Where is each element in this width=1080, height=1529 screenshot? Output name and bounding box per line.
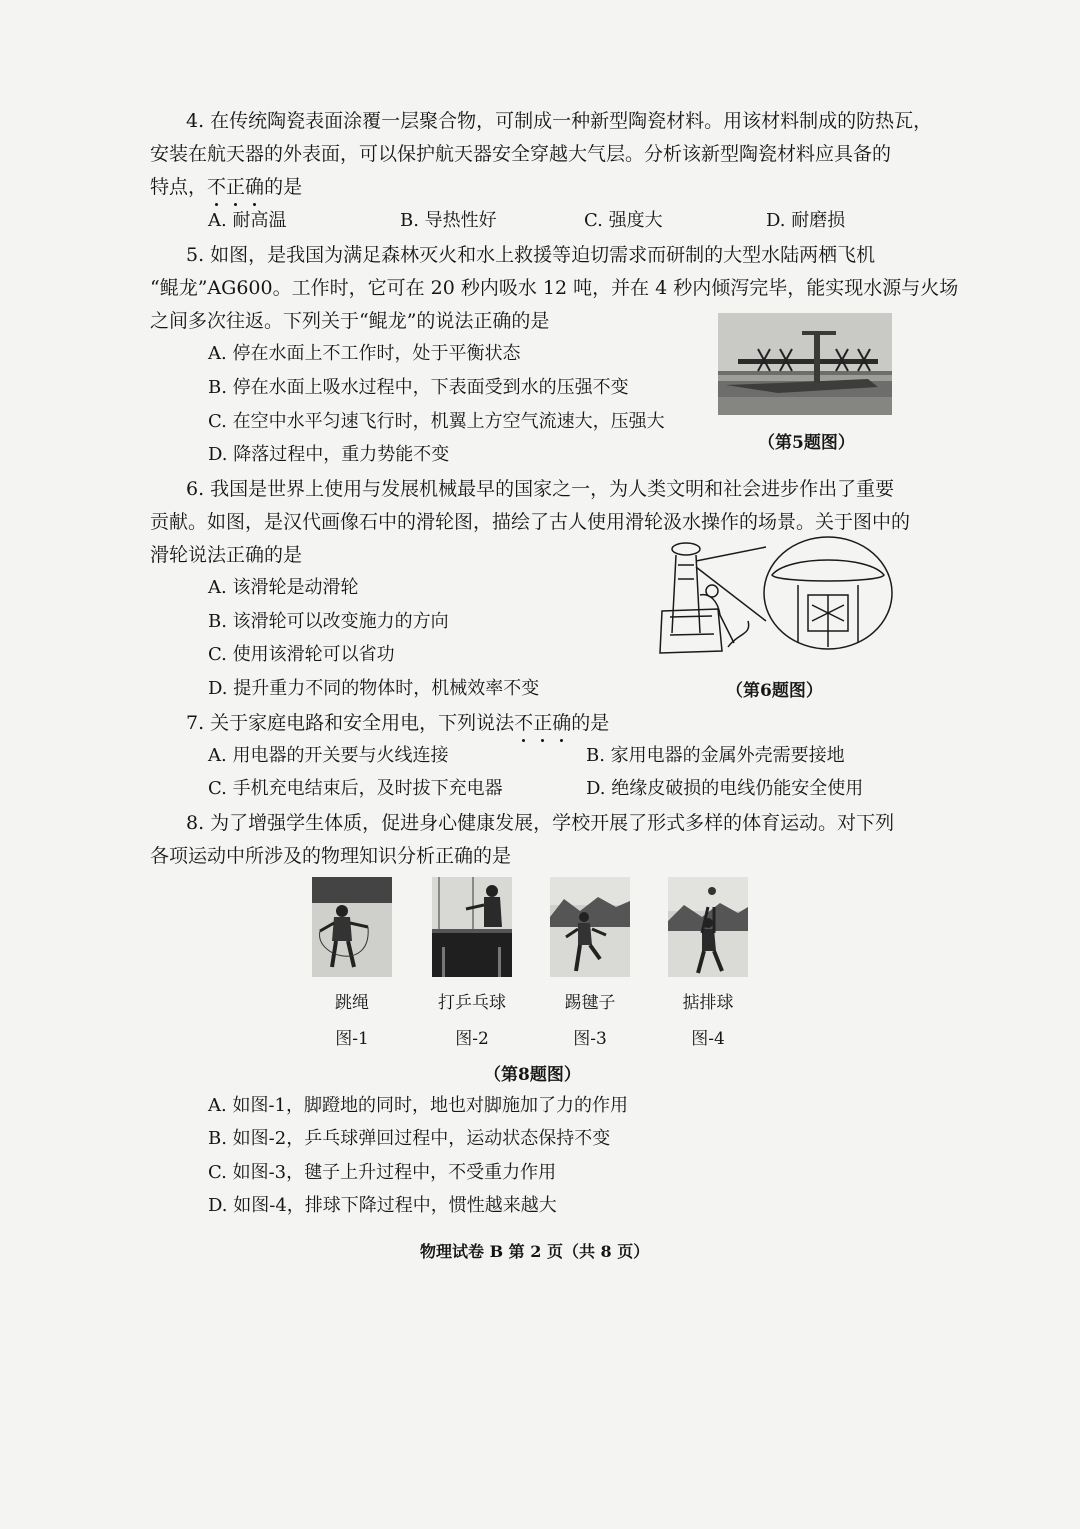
- q8-line-1: 8. 为了增强学生体质，促进身心健康发展，学校开展了形式多样的体育运动。对下列: [186, 812, 895, 834]
- figure-3-name: 踢毽子: [564, 993, 616, 1013]
- q5-figure-caption: （第5题图）: [758, 433, 855, 453]
- q6-line-1: 6. 我国是世界上使用与发展机械最早的国家之一，为人类文明和社会进步作出了重要: [186, 478, 895, 500]
- page-footer: 物理试卷 B 第 2 页（共 8 页）: [420, 1242, 650, 1261]
- q6-line-2: 贡献。如图，是汉代画像石中的滑轮图，描绘了古人使用滑轮汲水操作的场景。关于图中的: [150, 511, 911, 533]
- volleyball-photo: [668, 877, 748, 977]
- q6-line-3: 滑轮说法正确的是: [150, 544, 303, 566]
- ping-pong-photo: [432, 877, 512, 977]
- q6-option-b: B. 该滑轮可以改变施力的方向: [208, 611, 449, 632]
- q6-option-d: D. 提升重力不同的物体时，机械效率不变: [208, 678, 540, 699]
- q5-line-2: “鲲龙”AG600。工作时，它可在 20 秒内吸水 12 吨，并在 4 秒内倾泻完毕，能实现水源与火场: [150, 277, 959, 299]
- q7-option-d: D. 绝缘皮破损的电线仍能安全使用: [586, 778, 864, 799]
- q5-option-c: C. 在空中水平匀速飞行时，机翼上方空气流速大，压强大: [208, 411, 665, 432]
- q8-option-a: A. 如图-1，脚蹬地的同时，地也对脚施加了力的作用: [208, 1095, 628, 1116]
- figure-2-label: 图-2: [455, 1029, 489, 1049]
- pulley-drawing: [648, 535, 894, 670]
- q5-option-b: B. 停在水面上吸水过程中，下表面受到水的压强不变: [208, 377, 629, 398]
- q4-line-3-post: 的是: [264, 176, 303, 198]
- q4-option-c: C. 强度大: [584, 210, 663, 231]
- figure-1-label: 图-1: [335, 1029, 369, 1049]
- seaplane-photo: [718, 313, 892, 415]
- q4-option-d: D. 耐磨损: [766, 210, 846, 231]
- q8-option-b: B. 如图-2，乒乓球弹回过程中，运动状态保持不变: [208, 1128, 611, 1149]
- q5-option-a: A. 停在水面上不工作时，处于平衡状态: [208, 343, 521, 364]
- jump-rope-photo: [312, 877, 392, 977]
- q5-line-1: 5. 如图，是我国为满足森林灭火和水上救援等迫切需求而研制的大型水陆两栖飞机: [186, 244, 876, 266]
- q5-option-d: D. 降落过程中，重力势能不变: [208, 444, 450, 465]
- q8-option-d: D. 如图-4，排球下降过程中，惯性越来越大: [208, 1195, 557, 1216]
- figure-4-name: 掂排球: [682, 993, 734, 1013]
- q6-option-a: A. 该滑轮是动滑轮: [208, 577, 359, 598]
- q4-option-b: B. 导热性好: [400, 210, 497, 231]
- q8-option-c: C. 如图-3，毽子上升过程中，不受重力作用: [208, 1162, 557, 1183]
- q7-option-c: C. 手机充电结束后，及时拔下充电器: [208, 778, 503, 799]
- q4-line-3-pre: 特点，: [150, 176, 208, 198]
- q5-line-3: 之间多次往返。下列关于“鲲龙”的说法正确的是: [150, 310, 550, 332]
- q7-option-b: B. 家用电器的金属外壳需要接地: [586, 745, 845, 766]
- figure-3-label: 图-3: [573, 1029, 607, 1049]
- q8-figure-caption: （第8题图）: [484, 1065, 581, 1085]
- q6-figure-caption: （第6题图）: [726, 681, 823, 701]
- q4-line-2: 安装在航天器的外表面，可以保护航天器安全穿越大气层。分析该新型陶瓷材料应具备的: [150, 143, 892, 165]
- figure-2-name: 打乒乓球: [438, 993, 506, 1013]
- figure-4-label: 图-4: [691, 1029, 725, 1049]
- q4-line-1: 4. 在传统陶瓷表面涂覆一层聚合物，可制成一种新型陶瓷材料。用该材料制成的防热瓦，: [186, 110, 933, 132]
- figure-1-name: 跳绳: [335, 993, 369, 1013]
- q7-line-post: 的是: [571, 712, 610, 734]
- q4-emph-1: 不: [207, 176, 227, 198]
- shuttlecock-photo: [550, 877, 630, 977]
- q7-emph-1: 不: [514, 712, 534, 734]
- q7-line: [186, 710, 609, 736]
- q6-option-c: C. 使用该滑轮可以省功: [208, 644, 395, 665]
- q4-emph-2: 正: [226, 176, 246, 198]
- q7-emph-3: 确: [552, 712, 572, 734]
- q7-line-pre: 7. 关于家庭电路和安全用电，下列说法: [186, 712, 515, 734]
- q7-emph-2: 正: [533, 712, 553, 734]
- q8-line-2: 各项运动中所涉及的物理知识分析正确的是: [150, 845, 512, 867]
- q7-option-a: A. 用电器的开关要与火线连接: [208, 745, 449, 766]
- q4-line-3: [150, 174, 302, 200]
- q4-emph-3: 确: [245, 176, 265, 198]
- q4-option-a: A. 耐高温: [208, 210, 287, 231]
